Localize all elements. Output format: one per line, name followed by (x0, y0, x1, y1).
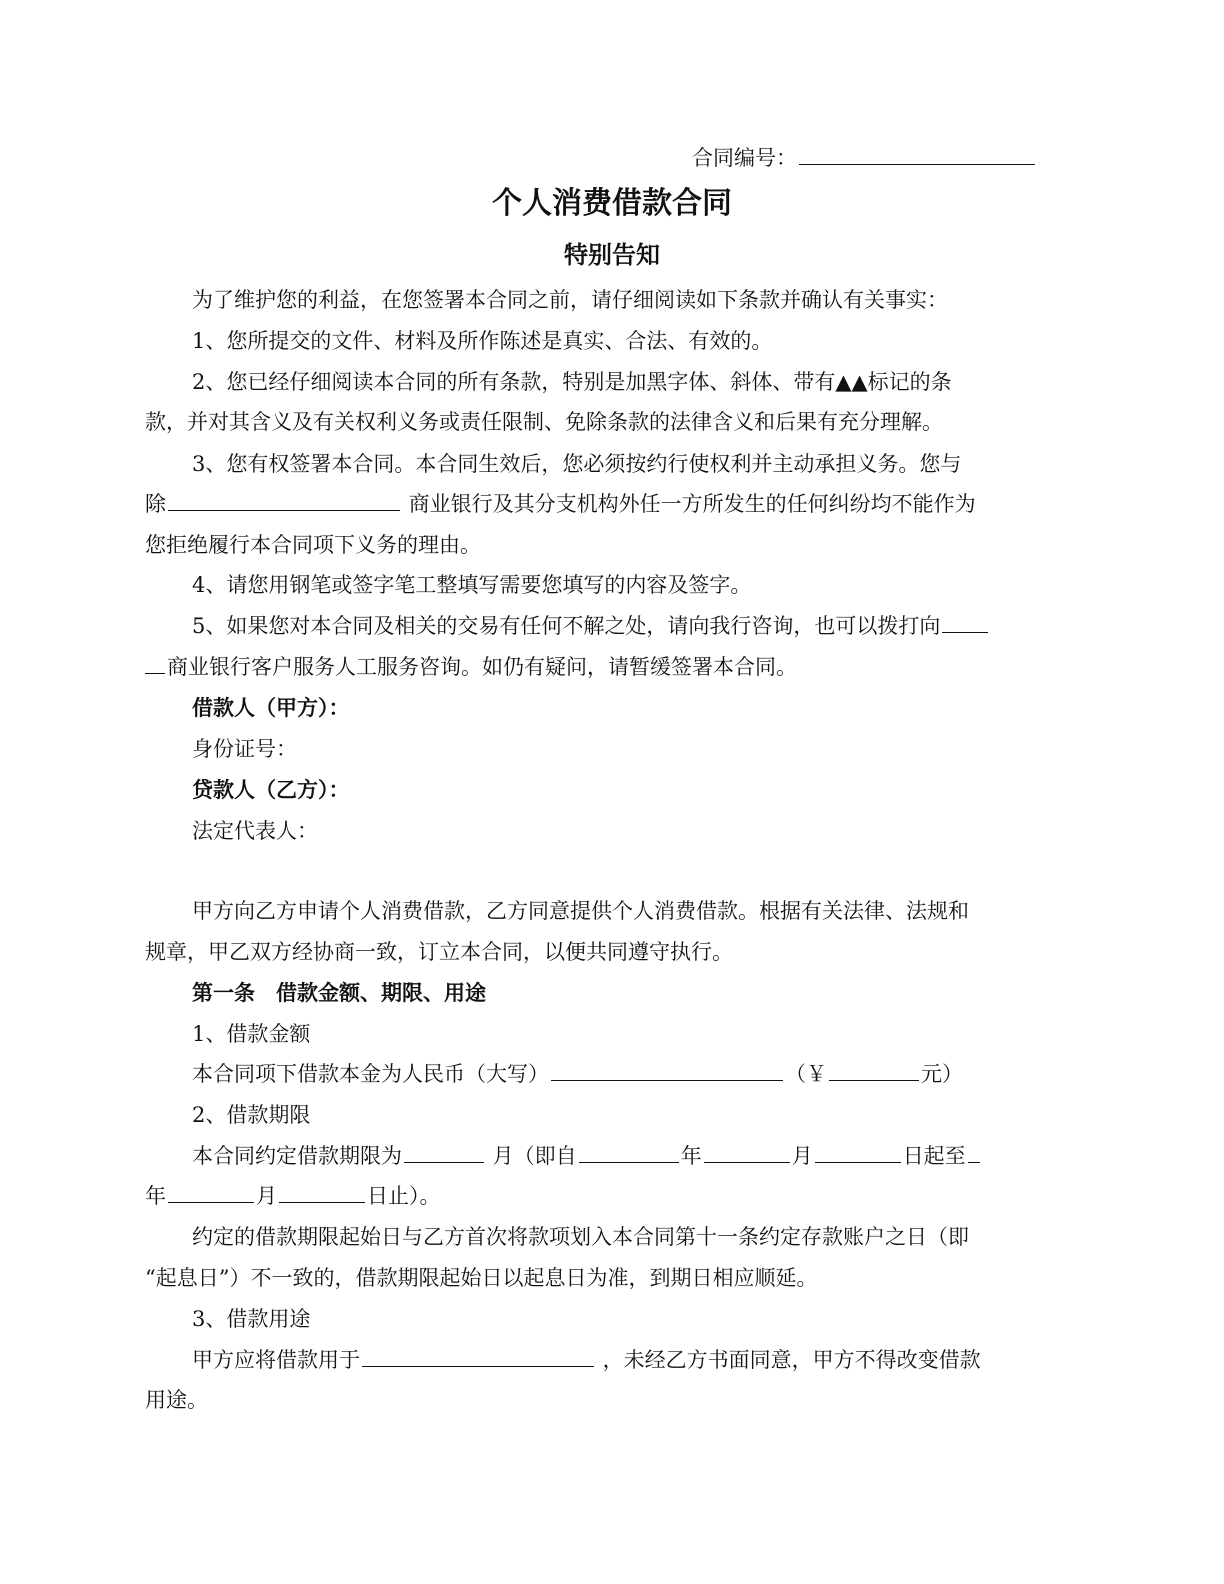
notice-item-5-text: 5、如果您对本合同及相关的交易有任何不解之处，请向我行咨询，也可以拨打向 (192, 614, 941, 638)
start-date-line2: “起息日”）不一致的，借款期限起始日以起息日为准，到期日相应顺延。 (145, 1266, 818, 1290)
legal-rep-label: 法定代表人： (192, 819, 318, 843)
term2-a: 年 (145, 1184, 166, 1208)
notice-item-3-post: 商业银行及其分支机构外任一方所发生的任何纠纷均不能作为 (402, 492, 976, 516)
purpose-blank[interactable] (362, 1346, 594, 1367)
term-b: 月（即自 (486, 1144, 577, 1168)
term-line1 (192, 1142, 1085, 1170)
preamble-line1: 甲方向乙方申请个人消费借款，乙方同意提供个人消费借款。根据有关法律、法规和 (192, 899, 969, 923)
document-subtitle: 特别告知 (564, 240, 660, 269)
term-a: 本合同约定借款期限为 (192, 1144, 402, 1168)
notice-item-5-post: 商业银行客户服务人工服务咨询。如仍有疑问，请暂缓签署本合同。 (167, 655, 797, 679)
notice-item-3-line2 (145, 490, 1085, 518)
amount-post: 元） (921, 1062, 963, 1086)
bank-name-blank[interactable] (168, 490, 400, 511)
purpose-line2: 用途。 (145, 1388, 208, 1412)
lender-label: 贷款人（乙方）： (192, 777, 350, 802)
amount-line (192, 1060, 1085, 1088)
purpose-line1 (192, 1346, 1085, 1374)
id-number-label: 身份证号： (192, 737, 297, 761)
document-title: 个人消费借款合同 (492, 186, 732, 221)
end-day-blank[interactable] (279, 1182, 365, 1203)
notice-item-5-line1 (192, 612, 1085, 640)
amount-figures-blank[interactable] (829, 1060, 919, 1081)
term-heading: 2、借款期限 (192, 1103, 311, 1127)
start-month-blank[interactable] (704, 1142, 790, 1163)
amount-pre: 本合同项下借款本金为人民币（大写） (192, 1062, 549, 1086)
term-d: 月 (791, 1144, 813, 1168)
purpose-pre: 甲方应将借款用于 (192, 1348, 360, 1372)
purpose-heading: 3、借款用途 (192, 1307, 311, 1331)
notice-item-1: 1、您所提交的文件、材料及所作陈述是真实、合法、有效的。 (192, 329, 773, 353)
preamble-line2: 规章，甲乙双方经协商一致，订立本合同，以便共同遵守执行。 (145, 940, 733, 964)
notice-intro: 为了维护您的利益，在您签署本合同之前，请仔细阅读如下条款并确认有关事实： (192, 288, 948, 312)
term2-b: 月 (256, 1184, 277, 1208)
service-bank-blank-b[interactable] (145, 653, 165, 674)
amount-words-blank[interactable] (551, 1060, 783, 1081)
contract-number-label: 合同编号： (692, 146, 797, 170)
amount-heading: 1、借款金额 (192, 1022, 311, 1046)
contract-number (692, 144, 1037, 172)
notice-item-3-pre: 除 (145, 492, 166, 516)
term2-c: 日止）。 (367, 1184, 441, 1208)
term-c: 年 (680, 1144, 702, 1168)
notice-item-2-line1: 2、您已经仔细阅读本合同的所有条款，特别是加黑字体、斜体、带有▲▲标记的条 (192, 370, 952, 394)
notice-item-3-line3: 您拒绝履行本合同项下义务的理由。 (145, 533, 481, 557)
contract-number-blank[interactable] (799, 144, 1035, 165)
notice-item-2-line2: 款，并对其含义及有关权利义务或责任限制、免除条款的法律含义和后果有充分理解。 (145, 410, 943, 434)
notice-item-3-line1: 3、您有权签署本合同。本合同生效后，您必须按约行使权利并主动承担义务。您与 (192, 452, 962, 476)
borrower-label: 借款人（甲方）： (192, 695, 350, 720)
amount-mid: （￥ (785, 1062, 827, 1086)
notice-item-5-line2 (145, 653, 1085, 681)
article-1-heading: 第一条 借款金额、期限、用途 (192, 980, 486, 1005)
start-day-blank[interactable] (815, 1142, 901, 1163)
end-year-blank-a[interactable] (968, 1142, 980, 1163)
start-year-blank[interactable] (579, 1142, 679, 1163)
start-date-line1: 约定的借款期限起始日与乙方首次将款项划入本合同第十一条约定存款账户之日（即 (192, 1225, 969, 1249)
end-month-blank[interactable] (168, 1182, 254, 1203)
service-bank-blank-a[interactable] (942, 612, 988, 633)
term-line2 (145, 1182, 1085, 1210)
term-months-blank[interactable] (404, 1142, 484, 1163)
purpose-post: ，未经乙方书面同意，甲方不得改变借款 (596, 1348, 981, 1372)
term-e: 日起至 (902, 1144, 966, 1168)
notice-item-4: 4、请您用钢笔或签字笔工整填写需要您填写的内容及签字。 (192, 573, 752, 597)
